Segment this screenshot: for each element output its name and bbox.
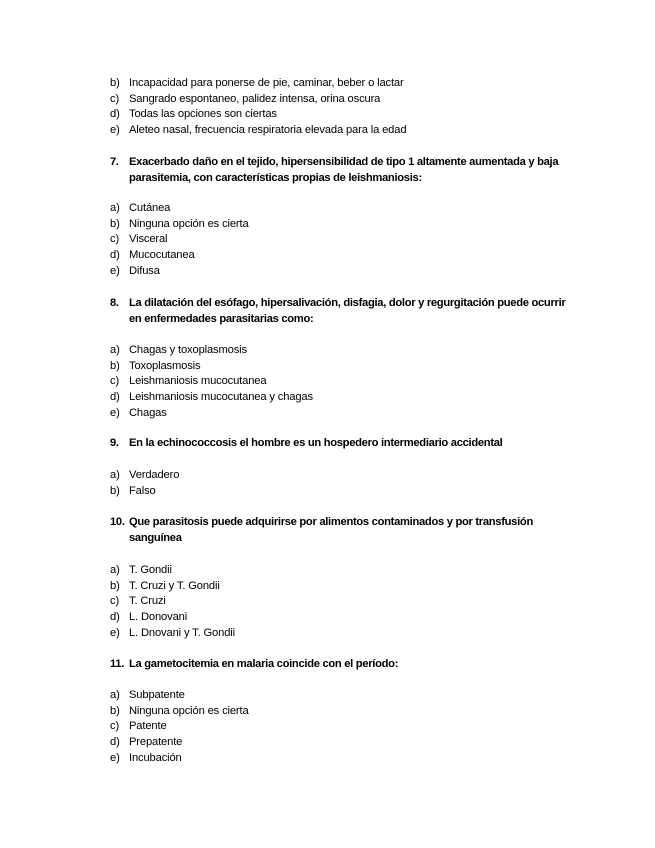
option-7a (110, 201, 580, 217)
option-10a (110, 563, 580, 579)
option-7e (110, 264, 580, 280)
option-text: Mucocutanea (129, 249, 195, 262)
option-text: Leishmaniosis mucocutanea y chagas (129, 391, 313, 404)
question-text: En la echinococcosis el hombre es un hospedero intermediario accidental (129, 437, 503, 449)
question-text: Que parasitosis puede adquirirse por alimentos contaminados y por transfusión sanguínea (129, 516, 533, 544)
option-text: Patente (129, 720, 167, 733)
option-letter: d) (110, 391, 120, 404)
option-letter: a) (110, 564, 120, 576)
question-9-options (110, 468, 580, 499)
option-letter: c) (110, 720, 120, 733)
option-letter: e) (110, 626, 120, 639)
option-letter: b) (110, 579, 120, 592)
option-9a (110, 468, 580, 484)
option-6b (110, 76, 580, 92)
option-6c (110, 92, 580, 108)
option-10e (110, 626, 580, 642)
option-text: Toxoplasmosis (129, 359, 201, 372)
option-letter: b) (110, 484, 120, 497)
option-letter: d) (110, 108, 120, 121)
option-letter: e) (110, 124, 120, 137)
option-7c (110, 232, 580, 248)
question-9-stem (110, 436, 580, 452)
option-text: Todas las opciones son ciertas (129, 108, 277, 121)
option-6d (110, 107, 580, 123)
option-text: Prepatente (129, 736, 183, 749)
option-letter: d) (110, 611, 120, 624)
option-10c (110, 594, 580, 610)
option-7b (110, 217, 580, 233)
option-8b (110, 359, 580, 375)
option-text: Ninguna opción es cierta (129, 217, 249, 230)
question-11 (110, 657, 580, 673)
option-8c (110, 374, 580, 390)
option-text: T. Cruzi y T. Gondii (129, 579, 220, 592)
option-letter: c) (110, 92, 120, 105)
option-text: T. Gondii (129, 564, 172, 576)
option-11d (110, 735, 580, 751)
option-letter: c) (110, 595, 120, 608)
option-11b (110, 704, 580, 720)
option-text: Aleteo nasal, frecuencia respiratoria elevada para la edad (129, 124, 407, 137)
question-text: La dilatación del esófago, hipersalivación, disfagia, dolor y regurgitación puede ocurrir en enfermedades parasitarias como: (129, 297, 566, 325)
question-number: 8. (110, 297, 119, 309)
question-10-stem (110, 515, 580, 546)
option-10b (110, 579, 580, 595)
question-number: 10. (110, 516, 125, 528)
question-11-stem (110, 657, 580, 673)
question-7-options (110, 201, 580, 279)
option-text: Difusa (129, 264, 160, 277)
option-11e (110, 751, 580, 767)
option-11c (110, 719, 580, 735)
option-9b (110, 484, 580, 500)
question-text: La gametocitemia en malaria coincide con el período: (129, 658, 399, 670)
question-10 (110, 515, 580, 546)
option-letter: b) (110, 704, 120, 717)
option-6e (110, 123, 580, 139)
option-7d (110, 248, 580, 264)
question-8-stem (110, 296, 580, 327)
question-7 (110, 155, 580, 186)
question-number: 9. (110, 437, 119, 449)
question-9 (110, 436, 580, 452)
option-text: L. Dnovani y T. Gondii (129, 626, 235, 639)
question-text: Exacerbado daño en el tejido, hipersensibilidad de tipo 1 altamente aumentada y baja parasitemia, con características propias de leishmaniosis: (129, 156, 559, 184)
option-letter: a) (110, 689, 120, 701)
option-letter: a) (110, 202, 120, 214)
option-letter: c) (110, 233, 120, 246)
question-8 (110, 296, 580, 327)
option-letter: e) (110, 264, 120, 277)
question-11-options (110, 688, 580, 766)
option-letter: a) (110, 344, 120, 356)
question-number: 11. (110, 658, 125, 670)
option-letter: d) (110, 249, 120, 262)
option-text: Subpatente (129, 689, 185, 701)
option-text: Chagas (129, 406, 167, 419)
option-8d (110, 390, 580, 406)
option-text: Ninguna opción es cierta (129, 704, 249, 717)
option-letter: c) (110, 375, 120, 388)
question-number: 7. (110, 156, 119, 168)
option-letter: d) (110, 736, 120, 749)
option-text: Leishmaniosis mucocutanea (129, 375, 267, 388)
option-text: Incubación (129, 751, 182, 764)
option-letter: a) (110, 469, 120, 481)
option-letter: e) (110, 751, 120, 764)
question-7-stem (110, 155, 580, 186)
question-6-options (110, 76, 580, 139)
option-text: T. Cruzi (129, 595, 166, 608)
option-8a (110, 343, 580, 359)
option-text: Falso (129, 484, 156, 497)
option-text: L. Donovani (129, 611, 188, 624)
option-11a (110, 688, 580, 704)
option-letter: b) (110, 77, 120, 89)
option-text: Cutánea (129, 202, 171, 214)
option-letter: b) (110, 359, 120, 372)
option-text: Verdadero (129, 469, 180, 481)
option-text: Incapacidad para ponerse de pie, caminar, beber o lactar (129, 77, 404, 89)
option-letter: b) (110, 217, 120, 230)
option-letter: e) (110, 406, 120, 419)
question-8-options (110, 343, 580, 421)
option-text: Sangrado espontaneo, palidez intensa, orina oscura (129, 92, 381, 105)
question-10-options (110, 563, 580, 641)
option-8e (110, 406, 580, 422)
option-text: Visceral (129, 233, 168, 246)
option-10d (110, 610, 580, 626)
option-text: Chagas y toxoplasmosis (129, 344, 247, 356)
